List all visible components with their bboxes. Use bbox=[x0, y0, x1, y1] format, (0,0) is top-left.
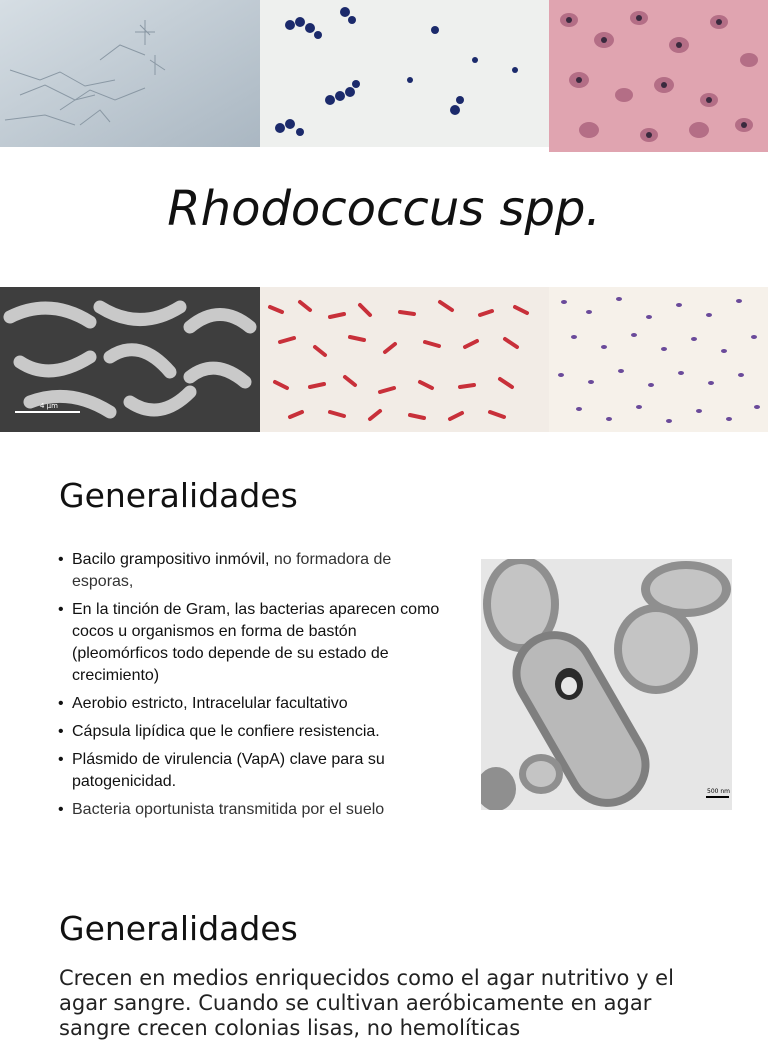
micrograph-gram-stain-cocci bbox=[260, 0, 549, 147]
bullet-list bbox=[58, 549, 453, 827]
bullet-item: • Cápsula lipídica que le confiere resistencia. bbox=[58, 721, 453, 743]
bullet-item: • Bacilo grampositivo inmóvil, no formadora de esporas, bbox=[58, 549, 453, 593]
micrograph-gram-stain-coccobacilli bbox=[549, 287, 768, 432]
scale-bar-label: 4 μm bbox=[40, 402, 58, 410]
bullet-item: • Plásmido de virulencia (VapA) clave para su patogenicidad. bbox=[58, 749, 453, 793]
micrograph-tissue-histology bbox=[549, 0, 768, 152]
micrograph-colony-growth bbox=[0, 0, 260, 147]
tem-scale-label: 500 nm bbox=[707, 788, 731, 795]
micrograph-tem-cross-section bbox=[481, 559, 732, 810]
micrograph-sem-rods bbox=[0, 287, 260, 432]
section-heading: Generalidades bbox=[59, 476, 298, 515]
body-paragraph: Crecen en medios enriquecidos como el agar nutritivo y el agar sangre. Cuando se cultivan aeróbicamente en agar sangre crecen colonias lisas, no hemolíticas bbox=[59, 966, 674, 1040]
section-heading: Generalidades bbox=[59, 909, 298, 948]
bullet-item: • Bacteria oportunista transmitida por el suelo bbox=[58, 799, 453, 821]
slide-title: Rhodococcus spp. bbox=[167, 181, 601, 237]
micrograph-gram-stain-rods bbox=[260, 287, 549, 432]
bullet-item: • Aerobio estricto, Intracelular facultativo bbox=[58, 693, 453, 715]
bullet-item: • En la tinción de Gram, las bacterias aparecen como cocos u organismos en forma de bastón (pleomórficos todo depende de su estado de crecimiento) bbox=[58, 599, 453, 687]
